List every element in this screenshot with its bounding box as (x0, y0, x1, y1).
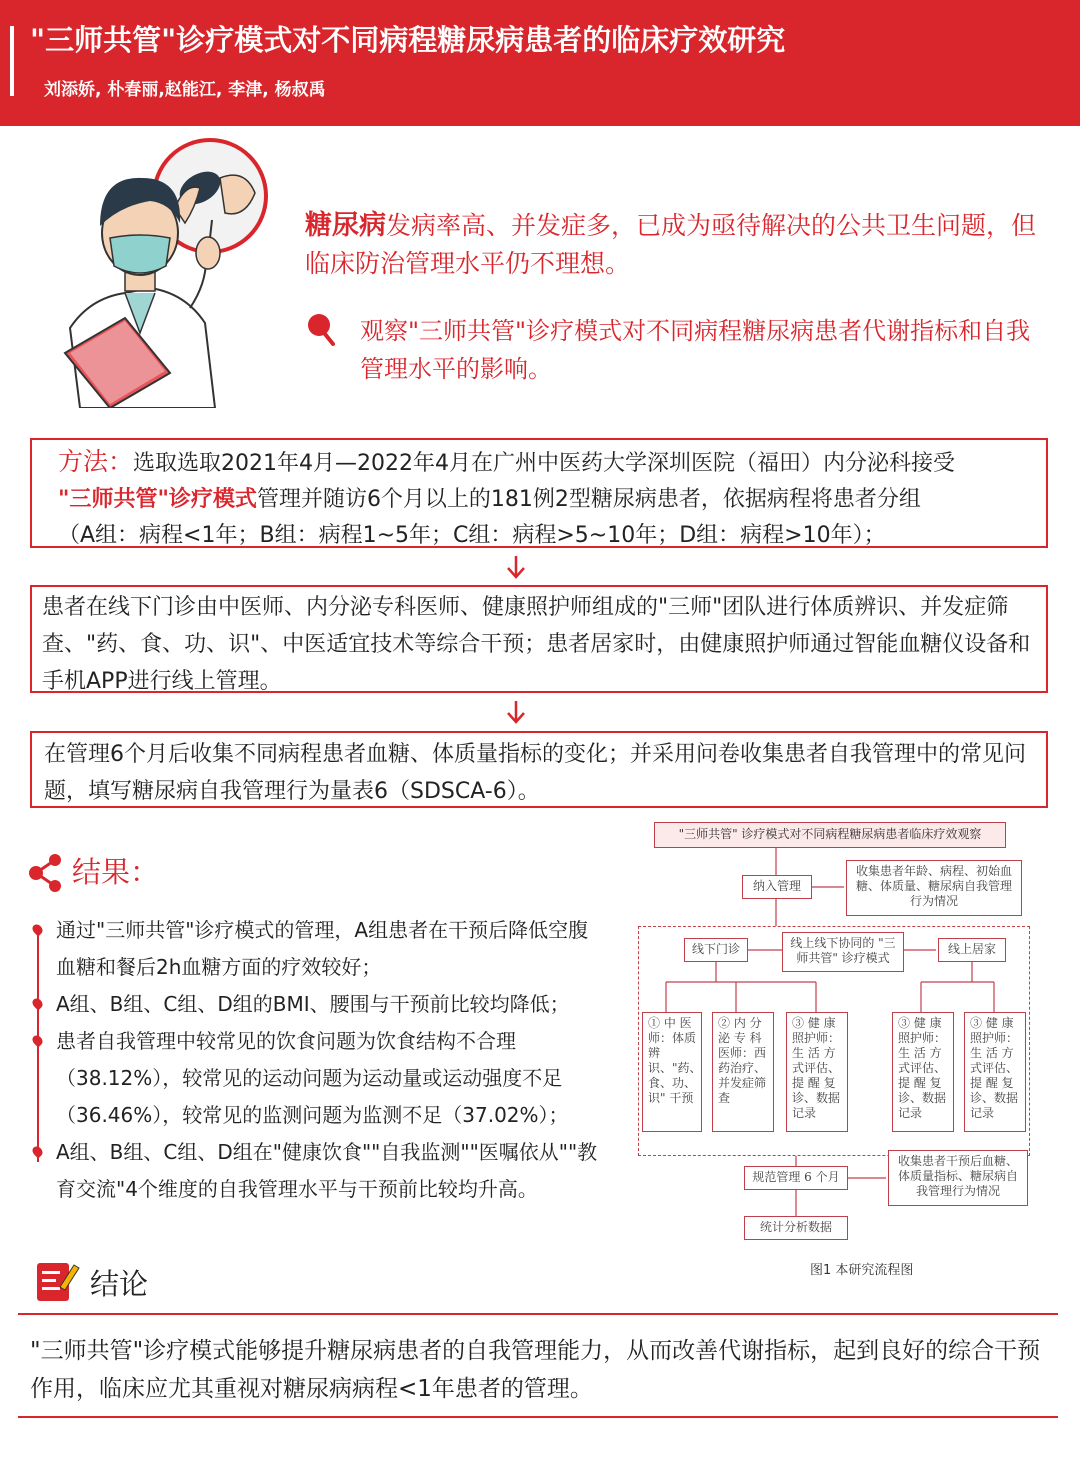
header-accent-bar (10, 26, 14, 96)
methods-mode-highlight: "三师共管"诊疗模式 (58, 487, 257, 512)
flow-stats: 统计分析数据 (744, 1216, 848, 1240)
methods-box-1 (30, 438, 1048, 548)
divider (18, 1416, 1058, 1418)
methods-text-c: 管理并随访6个月以上的181例2型糖尿病患者，依据病程将患者分组 (256, 487, 921, 512)
doctor-illustration (40, 138, 285, 408)
flowchart (636, 820, 1056, 1260)
intro-body: 发病率高、并发症多，已成为亟待解决的公共卫生问题，但临床防治管理水平仍不理想。 (305, 211, 1037, 278)
result-text: 患者自我管理中较常见的饮食问题为饮食结构不合理（38.12%），较常见的运动问题为运动量或运动强度不足（36.46%），较常见的监测问题为监测不足（37.02%）； (56, 1029, 569, 1127)
flow-six-months: 规范管理 6 个月 (744, 1166, 848, 1190)
pin-icon (30, 996, 44, 1010)
intro-highlight: 糖尿病 (305, 210, 386, 241)
flow-tcm-doctor: ① 中 医 师：体质辨识、"药、食、功、识" 干预 (642, 1012, 702, 1132)
arrow-down-icon (504, 554, 528, 580)
result-text: A组、B组、C组、D组的BMI、腰围与干预前比较均降低； (56, 992, 570, 1016)
intro-text (305, 207, 1045, 283)
pin-icon (30, 1144, 44, 1158)
result-text: 通过"三师共管"诊疗模式的管理，A组患者在干预后降低空腹血糖和餐后2h血糖方面的疗效较好； (56, 918, 589, 979)
conclusion-title: 结论 (90, 1267, 149, 1301)
flow-care-offline: ③ 健 康 照护师：生 活 方 式评估、提 醒 复 诊、数据记录 (786, 1012, 848, 1132)
flow-enroll: 纳入管理 (742, 875, 812, 899)
result-item (34, 912, 604, 986)
pin-icon (30, 1033, 44, 1047)
memo-icon (34, 1257, 80, 1303)
methods-groups: （A组：病程<1年；B组：病程1~5年；C组：病程>5~10年；D组：病程>10年）； (58, 523, 886, 548)
result-text: A组、B组、C组、D组在"健康饮食""自我监测""医嘱依从""教育交流"4个维度的自我管理水平与干预前比较均升高。 (56, 1140, 598, 1201)
result-item (34, 986, 604, 1023)
flowchart-title: "三师共管" 诊疗模式对不同病程糖尿病患者临床疗效观察 (654, 822, 1006, 848)
flow-care-online-2: ③ 健 康 照护师：生 活 方 式评估、提 醒 复 诊、数据记录 (964, 1012, 1026, 1132)
flow-endocrinologist: ② 内 分 泌 专 科 医师：西药治疗、并发症筛查 (712, 1012, 774, 1132)
study-aim: 观察"三师共管"诊疗模式对不同病程糖尿病患者代谢指标和自我管理水平的影响。 (360, 317, 1031, 383)
methods-text-a: 选取选取2021年4月—2022年4月在广州中医药大学深圳医院（福田）内分泌科接受 (133, 451, 955, 476)
magnifier-icon (305, 312, 335, 348)
header-banner (0, 0, 1080, 126)
figure-caption: 图1 本研究流程图 (810, 1263, 914, 1278)
pin-icon (30, 922, 44, 936)
share-icon (28, 853, 64, 893)
result-item (34, 1134, 604, 1208)
methods-label: 方法： (58, 447, 134, 476)
conclusion-text: "三师共管"诊疗模式能够提升糖尿病患者的自我管理能力，从而改善代谢指标，起到良好的综合干预作用，临床应尤其重视对糖尿病病程<1年患者的管理。 (30, 1338, 1041, 1402)
arrow-down-icon (504, 699, 528, 725)
results-list (34, 912, 604, 1208)
flow-care-online-1: ③ 健 康 照护师：生 活 方 式评估、提 醒 复 诊、数据记录 (892, 1012, 954, 1132)
authors: 刘添娇, 朴春丽,赵能江, 李津, 杨叔禹 (44, 80, 326, 100)
flow-collect-after: 收集患者干预后血糖、体质量指标、糖尿病自我管理行为情况 (888, 1150, 1028, 1206)
flow-mode: 线上线下协同的 "三师共管" 诊疗模式 (782, 932, 904, 972)
flow-offline: 线下门诊 (684, 938, 748, 962)
flow-home: 线上居家 (938, 938, 1006, 962)
methods-box-3: 在管理6个月后收集不同病程患者血糖、体质量指标的变化；并采用问卷收集患者自我管理中的常见问题，填写糖尿病自我管理行为量表6（SDSCA-6）。 (30, 731, 1048, 808)
divider (18, 1313, 1058, 1315)
flow-collect-baseline: 收集患者年龄、病程、初始血糖、体质量、糖尿病自我管理行为情况 (846, 860, 1022, 916)
paper-title: "三师共管"诊疗模式对不同病程糖尿病患者的临床疗效研究 (30, 23, 786, 57)
result-item (34, 1023, 604, 1134)
results-title: 结果： (72, 855, 160, 889)
methods-box-2: 患者在线下门诊由中医师、内分泌专科医师、健康照护师组成的"三师"团队进行体质辨识、并发症筛查、"药、食、功、识"、中医适宜技术等综合干预；患者居家时，由健康照护师通过智能血糖仪设备和手机APP进行线上管理。 (30, 585, 1048, 693)
